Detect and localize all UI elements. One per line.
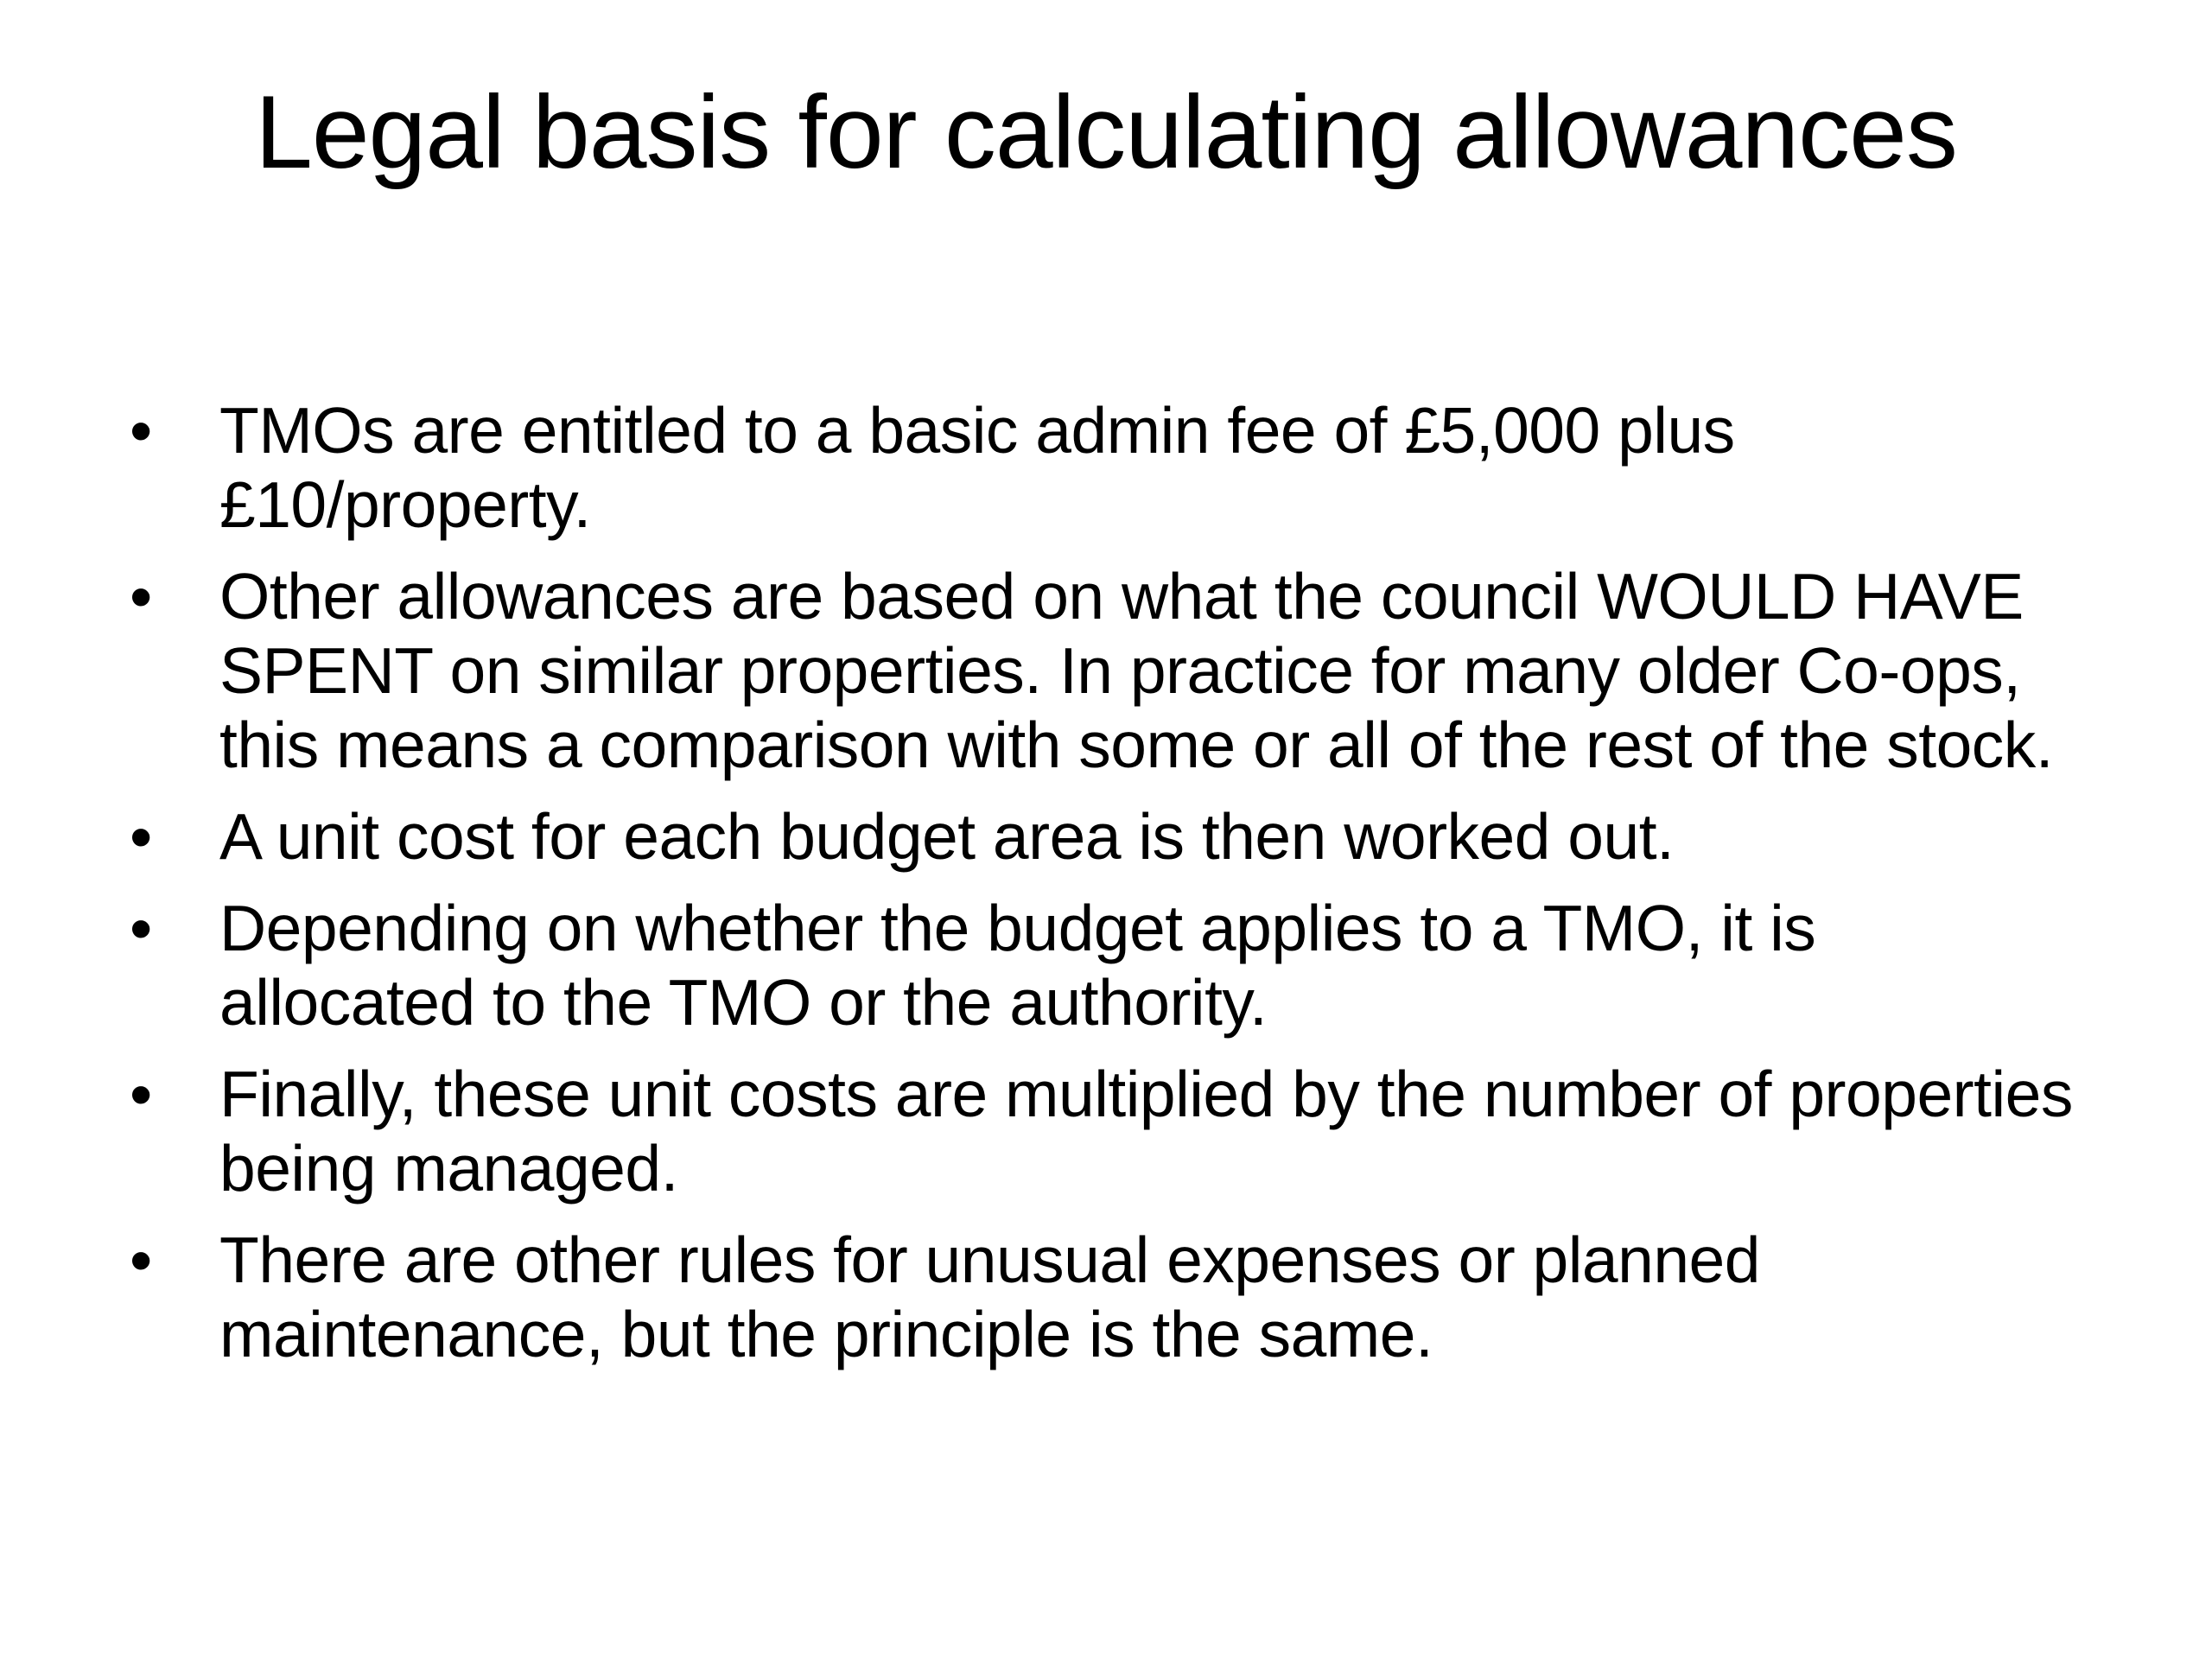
- bullet-item-5: [130, 1057, 2082, 1205]
- bullet-text: Finally, these unit costs are multiplied by the number of properties being managed.: [219, 1058, 2073, 1205]
- slide-title: Legal basis for calculating allowances: [255, 74, 1957, 190]
- bullet-dot-icon: •: [130, 800, 152, 873]
- bullet-text: There are other rules for unusual expenses or planned maintenance, but the principle is the same.: [219, 1224, 1760, 1370]
- bullet-dot-icon: •: [130, 394, 152, 467]
- bullet-item-6: [130, 1223, 2082, 1371]
- bullet-dot-icon: •: [130, 560, 152, 632]
- bullet-text: A unit cost for each budget area is then worked out.: [219, 800, 1675, 873]
- bullet-item-3: [130, 799, 2082, 874]
- bullet-list: [130, 393, 2082, 1389]
- bullet-dot-icon: •: [130, 892, 152, 964]
- bullet-item-2: [130, 559, 2082, 782]
- bullet-dot-icon: •: [130, 1224, 152, 1296]
- bullet-dot-icon: •: [130, 1058, 152, 1130]
- bullet-text: Other allowances are based on what the council WOULD HAVE SPENT on similar properties. In practice for many older Co-ops, this means a comparison with some or all of the rest of the stock.: [219, 560, 2054, 781]
- bullet-item-4: [130, 891, 2082, 1039]
- bullet-item-1: [130, 393, 2082, 542]
- bullet-text: Depending on whether the budget applies to a TMO, it is allocated to the TMO or the authority.: [219, 892, 1816, 1039]
- bullet-text: TMOs are entitled to a basic admin fee of £5,000 plus £10/property.: [219, 394, 1735, 541]
